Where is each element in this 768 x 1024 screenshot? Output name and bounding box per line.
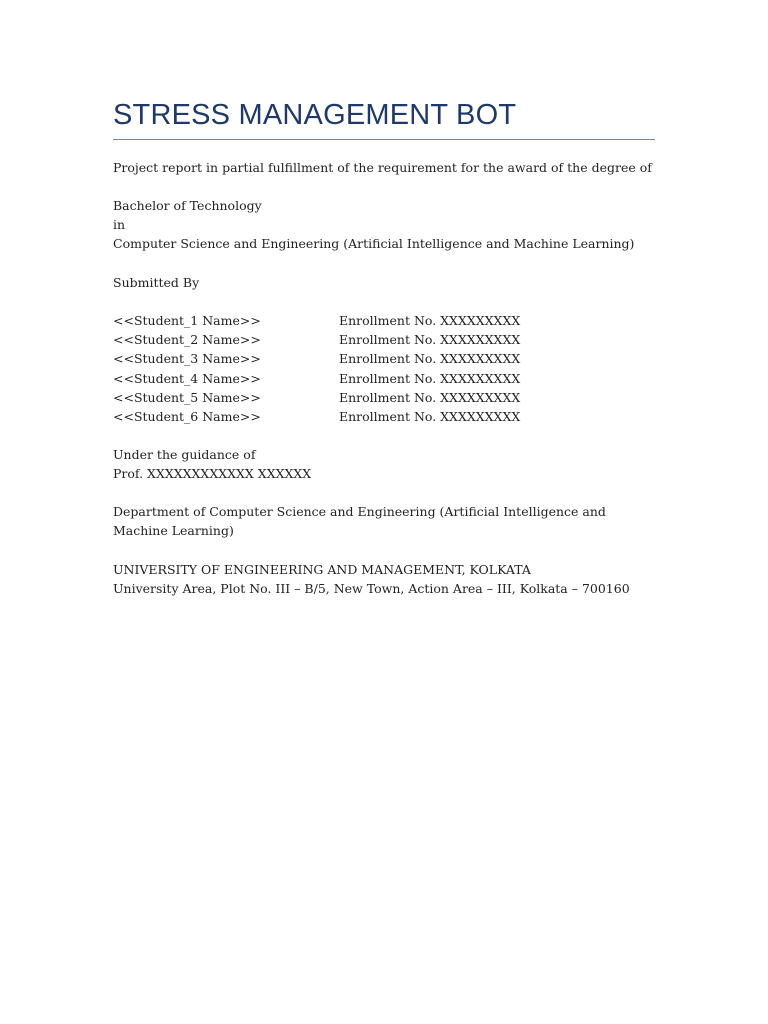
- degree-connector: in: [113, 217, 126, 233]
- student-enrollment: Enrollment No. XXXXXXXXX: [339, 313, 521, 328]
- title-underline-rule: [113, 139, 655, 140]
- intro-text: Project report in partial fulfillment of the requirement for the award of the degree of: [113, 160, 652, 175]
- degree-block: [113, 196, 655, 254]
- student-enrollment: Enrollment No. XXXXXXXXX: [339, 351, 521, 367]
- degree-branch: Computer Science and Engineering (Artificial Intelligence and Machine Learning): [113, 236, 635, 252]
- guidance-block: [113, 445, 655, 483]
- university-name: UNIVERSITY OF ENGINEERING AND MANAGEMENT, KOLKATA: [113, 562, 531, 577]
- department-block: [113, 502, 633, 540]
- guide-name: Prof. XXXXXXXXXXXX XXXXXX: [113, 466, 312, 482]
- submitted-by-label: Submitted By: [113, 275, 200, 290]
- submitted-by-block: [113, 273, 655, 292]
- degree-name: Bachelor of Technology: [113, 198, 262, 213]
- university-address: University Area, Plot No. III – B/5, New Town, Action Area – III, Kolkata – 700160: [113, 581, 630, 597]
- student-row: [113, 349, 655, 368]
- student-enrollment: Enrollment No. XXXXXXXXX: [339, 408, 521, 424]
- student-name: <<Student_5 Name>>: [113, 389, 261, 405]
- student-row: [113, 407, 655, 426]
- intro-paragraph: [113, 158, 655, 177]
- student-name: <<Student_1 Name>>: [113, 313, 261, 328]
- document-title: STRESS MANAGEMENT BOT: [113, 99, 517, 131]
- student-row: [113, 369, 655, 388]
- university-block: [113, 560, 655, 598]
- student-name: <<Student_4 Name>>: [113, 370, 261, 386]
- student-name: <<Student_6 Name>>: [113, 408, 261, 424]
- student-name: <<Student_3 Name>>: [113, 351, 261, 367]
- student-enrollment: Enrollment No. XXXXXXXXX: [339, 370, 521, 386]
- student-list: [113, 311, 655, 426]
- student-name: <<Student_2 Name>>: [113, 332, 261, 348]
- student-row: [113, 330, 655, 349]
- guidance-label: Under the guidance of: [113, 447, 256, 462]
- student-enrollment: Enrollment No. XXXXXXXXX: [339, 332, 521, 348]
- student-enrollment: Enrollment No. XXXXXXXXX: [339, 389, 521, 405]
- student-row: [113, 388, 655, 407]
- department-name: Department of Computer Science and Engineering (Artificial Intelligence and Machine Learning): [113, 504, 606, 539]
- student-row: [113, 311, 655, 330]
